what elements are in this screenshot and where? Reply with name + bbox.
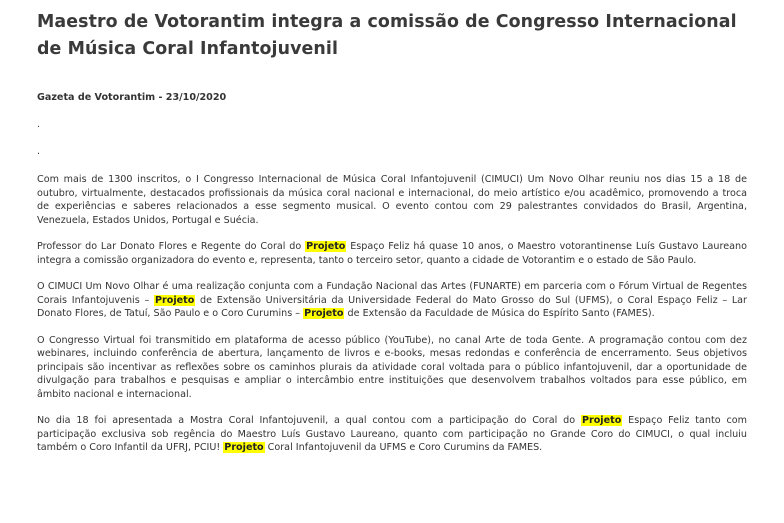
highlighted-term: Projeto xyxy=(581,415,622,426)
highlighted-term: Projeto xyxy=(306,241,346,252)
article-paragraph xyxy=(37,414,747,455)
paragraph-text: Coral Infantojuvenil da UFMS e Coro Curumins da FAMES. xyxy=(264,442,543,453)
highlighted-term: Projeto xyxy=(154,294,195,306)
paragraph-text: Espaço Feliz tanto com participação exclusiva sob regência do Maestro Luís Gustavo Laureano, quanto com participação no Grande Coro do CIMUCI, o qual incluiu também o Coro Infantil da UFRJ, PCIU! xyxy=(37,415,747,453)
paragraph-text: de Extensão Universitária da Universidade Federal do Mato Grosso do Sul (UFMS), o Coral Espaço Feliz – Lar Donato Flores, de Tatuí, São Paulo e o Coro Curumins – xyxy=(37,294,748,319)
paragraph-text: de Extensão da Faculdade de Música do Espírito Santo (FAMES). xyxy=(344,308,655,319)
paragraph-text: Professor do Lar Donato Flores e Regente do Coral do xyxy=(37,241,306,252)
paragraph-text: O CIMUCI Um Novo Olhar é uma realização conjunta com a Fundação Nacional das Artes (FUNARTE) em parceria com o Fórum Virtual de Regentes Corais Infantojuvenis – xyxy=(37,281,747,306)
article-body xyxy=(37,173,747,468)
article-paragraph xyxy=(37,280,747,321)
separator-dot: . xyxy=(37,146,41,157)
article-paragraph xyxy=(37,240,747,267)
article-byline: Gazeta de Votorantim - 23/10/2020 xyxy=(37,92,227,103)
paragraph-text: No dia 18 foi apresentada a Mostra Coral Infantojuvenil, a qual contou com a participação do Coral do xyxy=(37,415,581,426)
article-title: Maestro de Votorantim integra a comissão de Congresso Internacional de Música Coral Infantojuvenil xyxy=(37,12,737,59)
separator-dot: . xyxy=(37,119,41,130)
highlighted-term: Projeto xyxy=(224,442,264,453)
paragraph-text: O Congresso Virtual foi transmitido em plataforma de acesso público (YouTube), no canal Arte de toda Gente. A programação contou com dez webinares, incluindo conferência de abertura, lançamento de livros e e-books, mesas redondas e conferência de encerramento. Seus objetivos principais são incentivar as reflexões sobre os caminhos plurais da atividade coral voltada para o público infantojuvenil, dar a oportunidade de divulgação para trabalhos e pesquisas e ampliar o intercâmbio entre instituições que desenvolvem trabalhos voltados para esse público, em âmbito nacional e internacional. xyxy=(37,334,747,400)
paragraph-text: Com mais de 1300 inscritos, o I Congresso Internacional de Música Coral Infantojuvenil (CIMUCI) Um Novo Olhar reuniu nos dias 15 a 18 de outubro, virtualmente, destacados profissionais da música coral nacional e internacional, do meio artístico e/ou acadêmico, promovendo a troca de experiências e saberes relacionados a esse segmento musical. O evento contou com 29 palestrantes convidados do Brasil, Argentina, Venezuela, Estados Unidos, Portugal e Suécia. xyxy=(37,174,747,226)
highlighted-term: Projeto xyxy=(304,308,344,319)
article-paragraph xyxy=(37,173,747,227)
article xyxy=(37,0,748,453)
paragraph-text: Espaço Feliz há quase 10 anos, o Maestro votorantinense Luís Gustavo Laureano integra a comissão organizadora do evento e, representa, tanto o terceiro setor, quanto a cidade de Votorantim e o estado de São Paulo. xyxy=(37,241,747,266)
article-paragraph xyxy=(37,334,747,402)
